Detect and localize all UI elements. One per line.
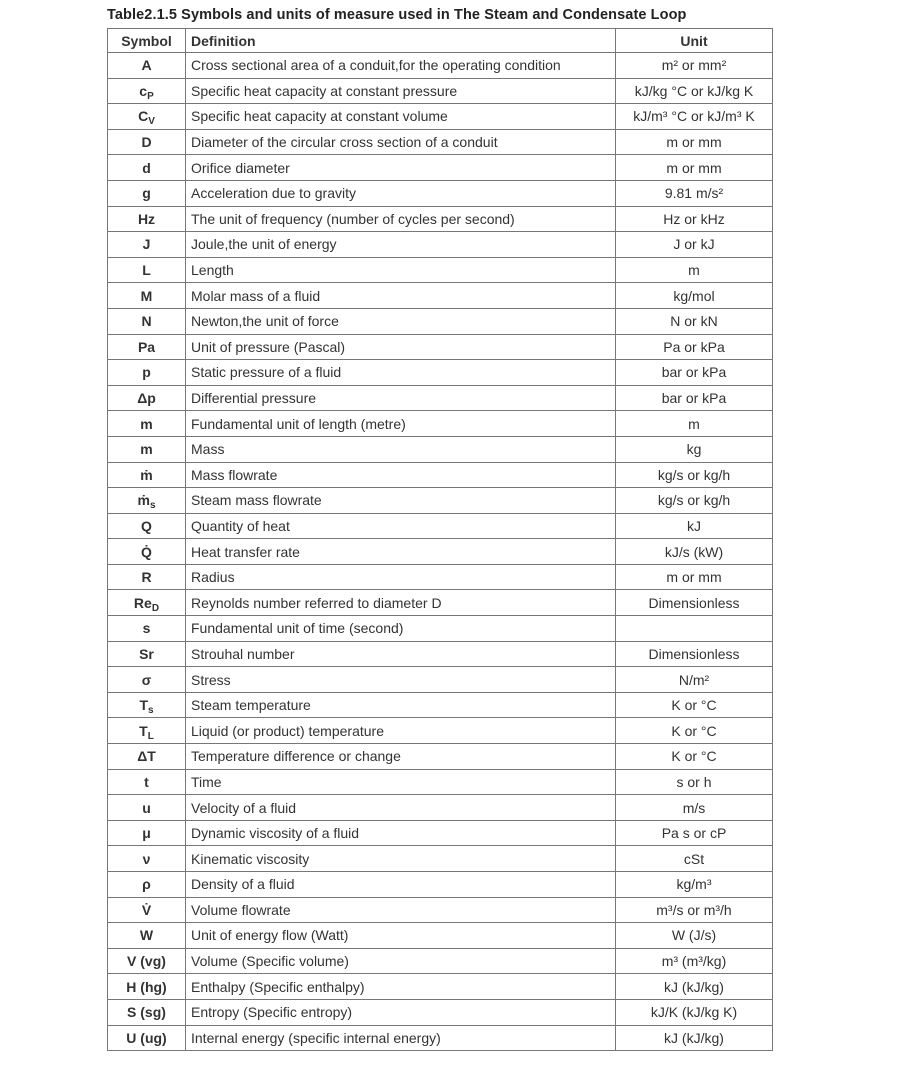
unit-cell: N or kN bbox=[616, 308, 773, 334]
unit-cell: Pa or kPa bbox=[616, 334, 773, 360]
table-row bbox=[108, 513, 773, 539]
symbol-cell bbox=[108, 104, 186, 130]
table-row bbox=[108, 206, 773, 232]
symbol-text: Q̇ bbox=[141, 543, 152, 560]
symbol-text: T bbox=[139, 697, 148, 714]
symbol-cell bbox=[108, 308, 186, 334]
definition-cell: Reynolds number referred to diameter D bbox=[186, 590, 616, 616]
symbol-cell bbox=[108, 129, 186, 155]
definition-cell: Unit of energy flow (Watt) bbox=[186, 923, 616, 949]
symbol-cell bbox=[108, 232, 186, 258]
table-row bbox=[108, 411, 773, 437]
symbol-subscript: D bbox=[151, 602, 160, 614]
unit-cell: m³/s or m³/h bbox=[616, 897, 773, 923]
table-row bbox=[108, 462, 773, 488]
symbol-subscript: V bbox=[148, 116, 155, 128]
definition-cell: Enthalpy (Specific enthalpy) bbox=[186, 974, 616, 1000]
definition-cell: Liquid (or product) temperature bbox=[186, 718, 616, 744]
symbol-cell bbox=[108, 1025, 186, 1051]
table-row bbox=[108, 769, 773, 795]
table-row bbox=[108, 718, 773, 744]
symbol-text: σ bbox=[141, 671, 152, 688]
symbol-cell bbox=[108, 795, 186, 821]
unit-cell: Hz or kHz bbox=[616, 206, 773, 232]
header-symbol: Symbol bbox=[108, 29, 186, 53]
unit-cell: m bbox=[616, 257, 773, 283]
table-row bbox=[108, 539, 773, 565]
symbol-cell bbox=[108, 411, 186, 437]
symbol-text: Re bbox=[133, 594, 152, 611]
definition-cell: Volume flowrate bbox=[186, 897, 616, 923]
symbol-text: ṁ bbox=[140, 466, 153, 483]
unit-cell: m² or mm² bbox=[616, 53, 773, 79]
table-row bbox=[108, 923, 773, 949]
definition-cell: Mass bbox=[186, 436, 616, 462]
definition-cell: Joule,the unit of energy bbox=[186, 232, 616, 258]
unit-cell: kg bbox=[616, 436, 773, 462]
symbol-cell bbox=[108, 846, 186, 872]
table-row bbox=[108, 641, 773, 667]
definition-cell: Length bbox=[186, 257, 616, 283]
table-row bbox=[108, 180, 773, 206]
symbol-cell bbox=[108, 257, 186, 283]
symbol-cell bbox=[108, 78, 186, 104]
definition-cell: The unit of frequency (number of cycles per second) bbox=[186, 206, 616, 232]
symbol-text: Hz bbox=[137, 210, 156, 227]
unit-cell: 9.81 m/s² bbox=[616, 180, 773, 206]
definition-cell: Molar mass of a fluid bbox=[186, 283, 616, 309]
table-row bbox=[108, 283, 773, 309]
table-row bbox=[108, 360, 773, 386]
table-row bbox=[108, 104, 773, 130]
symbol-text: μ bbox=[142, 825, 151, 842]
table-title: Table2.1.5 Symbols and units of measure used in The Steam and Condensate Loop bbox=[107, 7, 687, 23]
symbol-subscript: P bbox=[147, 90, 154, 102]
table-row bbox=[108, 744, 773, 770]
unit-cell: kg/s or kg/h bbox=[616, 488, 773, 514]
table-row bbox=[108, 820, 773, 846]
definition-cell: Static pressure of a fluid bbox=[186, 360, 616, 386]
definition-cell: Fundamental unit of length (metre) bbox=[186, 411, 616, 437]
symbol-subscript: s bbox=[148, 705, 154, 717]
unit-cell bbox=[616, 616, 773, 642]
symbol-cell bbox=[108, 539, 186, 565]
symbol-cell bbox=[108, 999, 186, 1025]
symbol-text: d bbox=[142, 159, 151, 176]
symbol-cell bbox=[108, 564, 186, 590]
symbol-text: S (sg) bbox=[127, 1004, 166, 1021]
unit-cell: J or kJ bbox=[616, 232, 773, 258]
unit-cell: s or h bbox=[616, 769, 773, 795]
table-row bbox=[108, 667, 773, 693]
unit-cell: W (J/s) bbox=[616, 923, 773, 949]
definition-cell: Stress bbox=[186, 667, 616, 693]
symbol-cell bbox=[108, 385, 186, 411]
unit-cell: m or mm bbox=[616, 564, 773, 590]
symbol-text: U (ug) bbox=[126, 1029, 167, 1046]
symbol-text: m bbox=[140, 441, 153, 458]
table-row bbox=[108, 897, 773, 923]
definition-cell: Strouhal number bbox=[186, 641, 616, 667]
symbol-text: T bbox=[139, 722, 148, 739]
symbol-cell bbox=[108, 872, 186, 898]
unit-cell: kJ/s (kW) bbox=[616, 539, 773, 565]
symbol-cell bbox=[108, 897, 186, 923]
table-row bbox=[108, 53, 773, 79]
definition-cell: Radius bbox=[186, 564, 616, 590]
symbol-text: Pa bbox=[137, 338, 156, 355]
definition-cell: Steam mass flowrate bbox=[186, 488, 616, 514]
definition-cell: Volume (Specific volume) bbox=[186, 948, 616, 974]
definition-cell: Orifice diameter bbox=[186, 155, 616, 181]
symbol-text: H (hg) bbox=[126, 978, 167, 995]
unit-cell: bar or kPa bbox=[616, 385, 773, 411]
symbol-text: L bbox=[142, 262, 151, 279]
unit-cell: N/m² bbox=[616, 667, 773, 693]
symbol-text: g bbox=[142, 185, 151, 202]
unit-cell: cSt bbox=[616, 846, 773, 872]
unit-cell: kJ (kJ/kg) bbox=[616, 1025, 773, 1051]
symbol-text: u bbox=[142, 799, 151, 816]
symbol-cell bbox=[108, 155, 186, 181]
table-row bbox=[108, 948, 773, 974]
table-row bbox=[108, 155, 773, 181]
definition-cell: Entropy (Specific entropy) bbox=[186, 999, 616, 1025]
symbol-text: V̇ bbox=[141, 901, 152, 918]
unit-cell: kg/m³ bbox=[616, 872, 773, 898]
header-definition: Definition bbox=[186, 29, 616, 53]
unit-cell: K or °C bbox=[616, 718, 773, 744]
symbol-cell bbox=[108, 283, 186, 309]
symbol-cell bbox=[108, 488, 186, 514]
symbol-text: J bbox=[142, 236, 151, 253]
table-row bbox=[108, 846, 773, 872]
symbol-cell bbox=[108, 616, 186, 642]
symbol-text: p bbox=[142, 364, 151, 381]
unit-cell: m bbox=[616, 411, 773, 437]
symbol-text: C bbox=[138, 108, 149, 125]
unit-cell: K or °C bbox=[616, 744, 773, 770]
symbol-cell bbox=[108, 641, 186, 667]
symbol-text: ΔT bbox=[137, 748, 156, 765]
symbol-cell bbox=[108, 923, 186, 949]
definition-cell: Specific heat capacity at constant pressure bbox=[186, 78, 616, 104]
symbol-cell bbox=[108, 360, 186, 386]
table-header-row bbox=[108, 29, 773, 53]
unit-cell: bar or kPa bbox=[616, 360, 773, 386]
table-row bbox=[108, 232, 773, 258]
table-row bbox=[108, 590, 773, 616]
unit-cell: kJ/m³ °C or kJ/m³ K bbox=[616, 104, 773, 130]
unit-cell: Pa s or cP bbox=[616, 820, 773, 846]
table-row bbox=[108, 1025, 773, 1051]
symbol-text: M bbox=[140, 287, 153, 304]
unit-cell: kJ/kg °C or kJ/kg K bbox=[616, 78, 773, 104]
definition-cell: Quantity of heat bbox=[186, 513, 616, 539]
symbol-text: W bbox=[139, 927, 154, 944]
definition-cell: Unit of pressure (Pascal) bbox=[186, 334, 616, 360]
table-row bbox=[108, 436, 773, 462]
symbol-cell bbox=[108, 692, 186, 718]
symbol-cell bbox=[108, 180, 186, 206]
definition-cell: Acceleration due to gravity bbox=[186, 180, 616, 206]
definition-cell: Velocity of a fluid bbox=[186, 795, 616, 821]
definition-cell: Newton,the unit of force bbox=[186, 308, 616, 334]
symbol-text: R bbox=[141, 569, 152, 586]
symbol-text: Sr bbox=[139, 645, 154, 662]
header-unit: Unit bbox=[616, 29, 773, 53]
symbol-cell bbox=[108, 334, 186, 360]
symbol-text: ρ bbox=[142, 876, 151, 893]
unit-cell: kJ bbox=[616, 513, 773, 539]
symbol-cell bbox=[108, 718, 186, 744]
unit-cell: K or °C bbox=[616, 692, 773, 718]
unit-cell: m/s bbox=[616, 795, 773, 821]
definition-cell: Cross sectional area of a conduit,for the operating condition bbox=[186, 53, 616, 79]
table-row bbox=[108, 616, 773, 642]
unit-cell: kg/s or kg/h bbox=[616, 462, 773, 488]
symbol-cell bbox=[108, 974, 186, 1000]
symbol-text: ṁ bbox=[137, 492, 150, 509]
symbol-text: t bbox=[144, 773, 149, 790]
table-row bbox=[108, 872, 773, 898]
table-body bbox=[108, 53, 773, 1051]
definition-cell: Specific heat capacity at constant volume bbox=[186, 104, 616, 130]
definition-cell: Time bbox=[186, 769, 616, 795]
symbol-cell bbox=[108, 206, 186, 232]
table-row bbox=[108, 564, 773, 590]
unit-cell: m or mm bbox=[616, 129, 773, 155]
symbols-table bbox=[107, 28, 773, 1051]
symbol-cell bbox=[108, 590, 186, 616]
symbol-text: D bbox=[141, 134, 152, 151]
definition-cell: Density of a fluid bbox=[186, 872, 616, 898]
symbol-text: Δp bbox=[137, 390, 156, 407]
unit-cell: m³ (m³/kg) bbox=[616, 948, 773, 974]
unit-cell: Dimensionless bbox=[616, 641, 773, 667]
unit-cell: kJ (kJ/kg) bbox=[616, 974, 773, 1000]
symbol-subscript: L bbox=[147, 730, 154, 742]
table-row bbox=[108, 795, 773, 821]
unit-cell: m or mm bbox=[616, 155, 773, 181]
definition-cell: Kinematic viscosity bbox=[186, 846, 616, 872]
definition-cell: Mass flowrate bbox=[186, 462, 616, 488]
definition-cell: Temperature difference or change bbox=[186, 744, 616, 770]
symbol-text: V (vg) bbox=[127, 953, 166, 970]
symbol-cell bbox=[108, 667, 186, 693]
unit-cell: Dimensionless bbox=[616, 590, 773, 616]
definition-cell: Steam temperature bbox=[186, 692, 616, 718]
symbol-cell bbox=[108, 436, 186, 462]
definition-cell: Heat transfer rate bbox=[186, 539, 616, 565]
definition-cell: Diameter of the circular cross section of a conduit bbox=[186, 129, 616, 155]
table-row bbox=[108, 385, 773, 411]
symbol-cell bbox=[108, 820, 186, 846]
definition-cell: Internal energy (specific internal energy) bbox=[186, 1025, 616, 1051]
symbol-cell bbox=[108, 53, 186, 79]
table-row bbox=[108, 257, 773, 283]
table-row bbox=[108, 334, 773, 360]
table-row bbox=[108, 974, 773, 1000]
table-row bbox=[108, 78, 773, 104]
table-row bbox=[108, 308, 773, 334]
symbol-subscript: s bbox=[149, 500, 156, 512]
table-row bbox=[108, 999, 773, 1025]
unit-cell: kg/mol bbox=[616, 283, 773, 309]
symbol-text: Q bbox=[141, 517, 152, 534]
definition-cell: Fundamental unit of time (second) bbox=[186, 616, 616, 642]
table-row bbox=[108, 488, 773, 514]
symbol-text: m bbox=[140, 415, 153, 432]
symbol-cell bbox=[108, 462, 186, 488]
table-row bbox=[108, 129, 773, 155]
definition-cell: Dynamic viscosity of a fluid bbox=[186, 820, 616, 846]
table-row bbox=[108, 692, 773, 718]
symbol-cell bbox=[108, 744, 186, 770]
symbol-cell bbox=[108, 948, 186, 974]
definition-cell: Differential pressure bbox=[186, 385, 616, 411]
symbol-text: ν bbox=[142, 850, 151, 867]
symbol-text: N bbox=[141, 313, 152, 330]
symbol-cell bbox=[108, 513, 186, 539]
symbol-text: c bbox=[139, 82, 148, 99]
symbol-text: A bbox=[141, 57, 152, 74]
symbol-text: s bbox=[142, 620, 151, 637]
symbol-cell bbox=[108, 769, 186, 795]
unit-cell: kJ/K (kJ/kg K) bbox=[616, 999, 773, 1025]
